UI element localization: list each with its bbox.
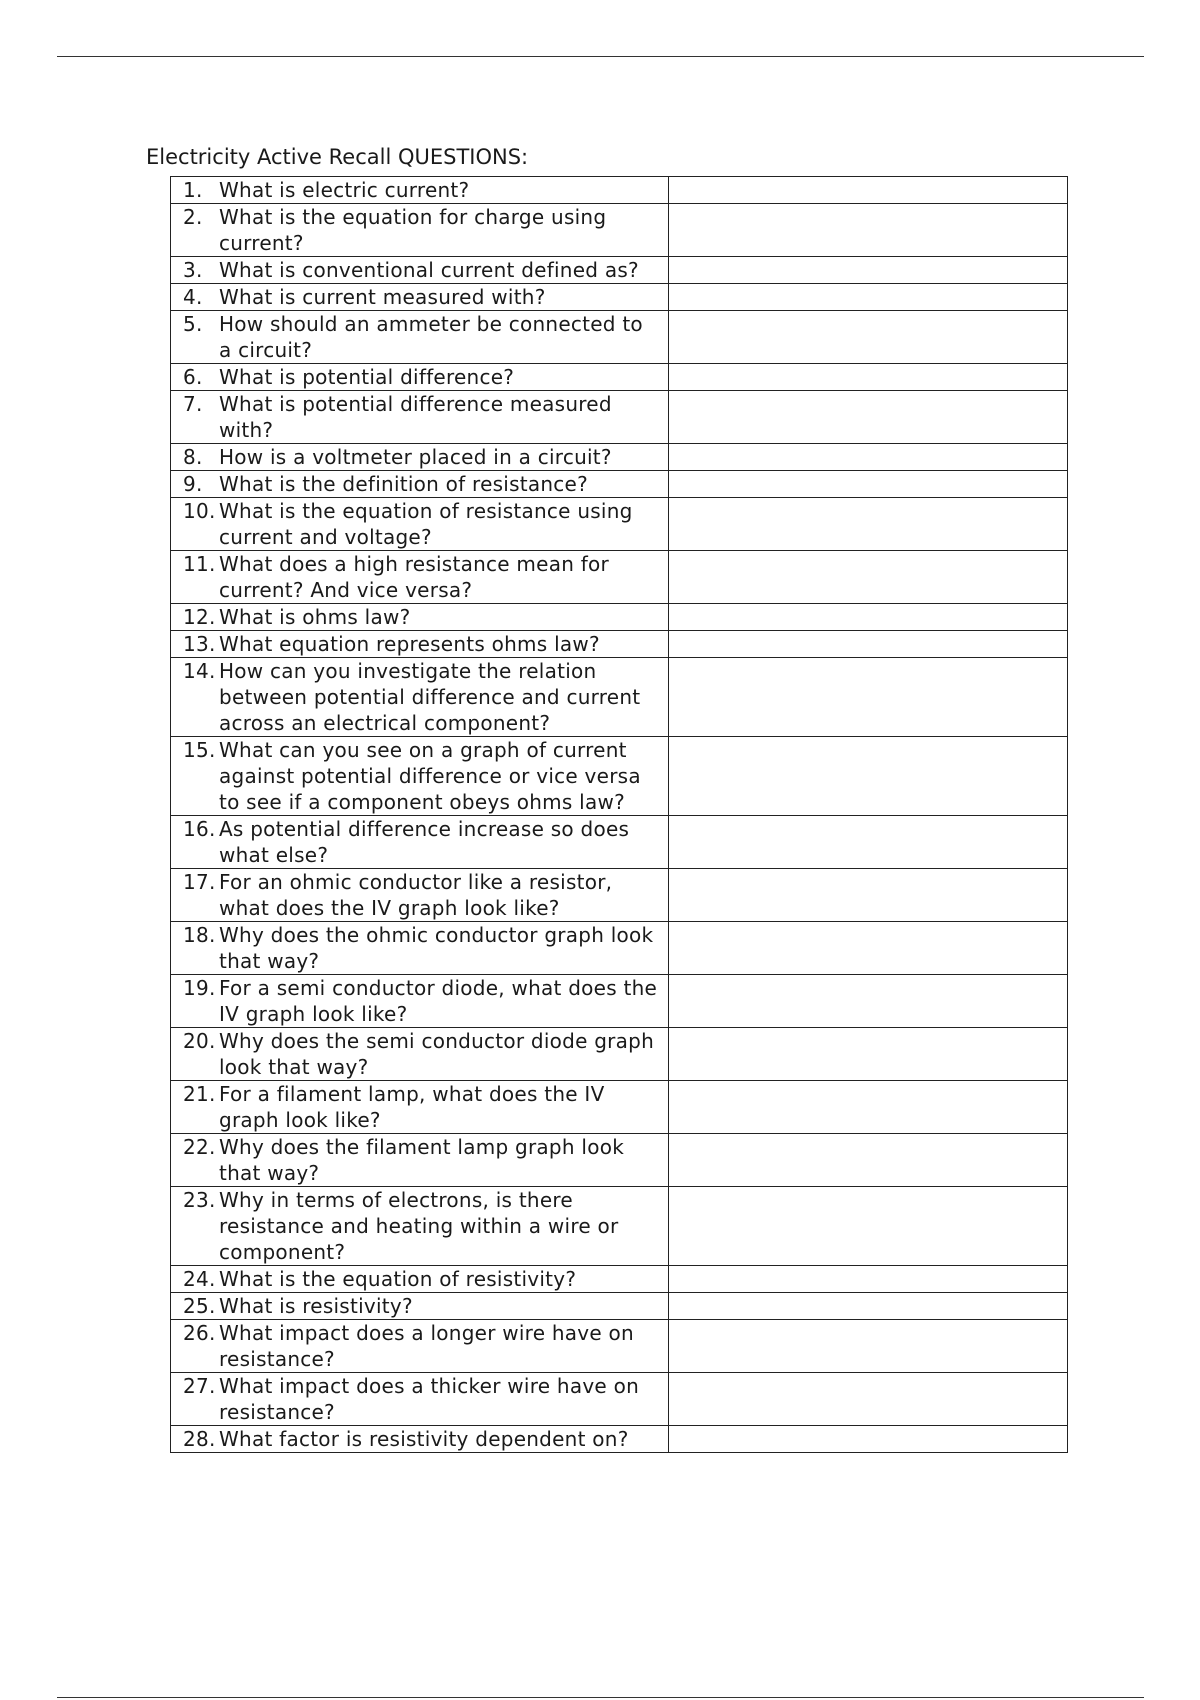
question-number: 5. [183, 312, 203, 336]
question-text: Why does the ohmic conductor graph look that way? [219, 923, 654, 973]
answer-cell[interactable] [669, 737, 1068, 816]
question-number: 9. [183, 472, 203, 496]
question-row [171, 1266, 1068, 1293]
question-cell [171, 551, 669, 604]
question-row [171, 1293, 1068, 1320]
question-cell [171, 631, 669, 658]
question-text: How is a voltmeter placed in a circuit? [219, 445, 612, 469]
question-cell [171, 1187, 669, 1266]
question-text: What is conventional current defined as? [219, 258, 639, 282]
question-text: For a semi conductor diode, what does the IV graph look like? [219, 976, 658, 1026]
answer-cell[interactable] [669, 631, 1068, 658]
question-row [171, 1426, 1068, 1453]
question-text: Why does the filament lamp graph look that way? [219, 1135, 625, 1185]
question-item [171, 551, 668, 603]
question-number: 13. [183, 632, 216, 656]
question-number: 27. [183, 1374, 216, 1398]
question-text: What is potential difference measured with? [219, 392, 612, 442]
question-cell [171, 1134, 669, 1187]
question-cell [171, 471, 669, 498]
question-number: 16. [183, 817, 216, 841]
question-cell [171, 498, 669, 551]
question-row [171, 257, 1068, 284]
question-text: What is the equation of resistivity? [219, 1267, 577, 1291]
question-cell [171, 737, 669, 816]
answer-cell[interactable] [669, 177, 1068, 204]
page-title: Electricity Active Recall QUESTIONS: [146, 145, 529, 169]
question-item [171, 1426, 668, 1452]
question-cell [171, 204, 669, 257]
answer-cell[interactable] [669, 816, 1068, 869]
question-row [171, 444, 1068, 471]
question-item [171, 498, 668, 550]
answer-cell[interactable] [669, 471, 1068, 498]
answer-cell[interactable] [669, 311, 1068, 364]
question-row [171, 284, 1068, 311]
question-text: How can you investigate the relation between potential difference and current across an electrical component? [219, 659, 641, 735]
question-cell [171, 1081, 669, 1134]
answer-cell[interactable] [669, 1426, 1068, 1453]
question-number: 7. [183, 392, 203, 416]
question-row [171, 551, 1068, 604]
question-row [171, 391, 1068, 444]
question-number: 10. [183, 499, 216, 523]
question-row [171, 498, 1068, 551]
question-row [171, 604, 1068, 631]
question-item [171, 391, 668, 443]
question-cell [171, 1293, 669, 1320]
question-cell [171, 975, 669, 1028]
question-text: What is the definition of resistance? [219, 472, 588, 496]
question-item [171, 604, 668, 630]
question-text: Why does the semi conductor diode graph look that way? [219, 1029, 655, 1079]
question-number: 21. [183, 1082, 216, 1106]
question-cell [171, 391, 669, 444]
question-item [171, 1134, 668, 1186]
question-row [171, 816, 1068, 869]
question-text: What is ohms law? [219, 605, 411, 629]
question-item [171, 257, 668, 283]
question-cell [171, 1266, 669, 1293]
question-row [171, 1187, 1068, 1266]
question-text: For a filament lamp, what does the IV graph look like? [219, 1082, 605, 1132]
question-text: What can you see on a graph of current against potential difference or vice versa to see if a component obeys ohms law? [219, 738, 641, 814]
question-item [171, 869, 668, 921]
question-number: 22. [183, 1135, 216, 1159]
question-text: What is the equation for charge using current? [219, 205, 607, 255]
question-item [171, 311, 668, 363]
question-number: 25. [183, 1294, 216, 1318]
question-cell [171, 869, 669, 922]
question-item [171, 284, 668, 310]
questions-table [170, 176, 1068, 1453]
answer-cell[interactable] [669, 922, 1068, 975]
question-cell [171, 311, 669, 364]
question-cell [171, 816, 669, 869]
question-row [171, 1134, 1068, 1187]
question-text: What is electric current? [219, 178, 470, 202]
question-row [171, 204, 1068, 257]
question-row [171, 975, 1068, 1028]
question-row [171, 922, 1068, 975]
question-item [171, 922, 668, 974]
question-item [171, 1266, 668, 1292]
question-text: What impact does a longer wire have on resistance? [219, 1321, 634, 1371]
question-cell [171, 284, 669, 311]
question-number: 14. [183, 659, 216, 683]
question-text: As potential difference increase so does what else? [219, 817, 630, 867]
question-text: What is the equation of resistance using current and voltage? [219, 499, 633, 549]
answer-cell[interactable] [669, 1028, 1068, 1081]
question-text: What is resistivity? [219, 1294, 413, 1318]
question-item [171, 444, 668, 470]
question-number: 20. [183, 1029, 216, 1053]
answer-cell[interactable] [669, 1187, 1068, 1266]
question-row [171, 364, 1068, 391]
header-rule [57, 56, 1144, 57]
question-number: 28. [183, 1427, 216, 1451]
question-number: 2. [183, 205, 203, 229]
question-item [171, 471, 668, 497]
question-item [171, 975, 668, 1027]
question-text: What is potential difference? [219, 365, 515, 389]
question-item [171, 1028, 668, 1080]
question-row [171, 1320, 1068, 1373]
question-cell [171, 177, 669, 204]
answer-cell[interactable] [669, 604, 1068, 631]
question-row [171, 1028, 1068, 1081]
question-cell [171, 1320, 669, 1373]
question-number: 1. [183, 178, 203, 202]
question-number: 12. [183, 605, 216, 629]
question-number: 26. [183, 1321, 216, 1345]
question-item [171, 1187, 668, 1265]
question-item [171, 816, 668, 868]
answer-cell[interactable] [669, 975, 1068, 1028]
question-text: How should an ammeter be connected to a circuit? [219, 312, 643, 362]
question-text: What is current measured with? [219, 285, 546, 309]
question-item [171, 1293, 668, 1319]
question-item [171, 177, 668, 203]
question-item [171, 737, 668, 815]
question-cell [171, 604, 669, 631]
question-text: What does a high resistance mean for current? And vice versa? [219, 552, 609, 602]
question-number: 24. [183, 1267, 216, 1291]
answer-cell[interactable] [669, 1293, 1068, 1320]
question-text: What equation represents ohms law? [219, 632, 600, 656]
answer-cell[interactable] [669, 1266, 1068, 1293]
question-number: 23. [183, 1188, 216, 1212]
answer-cell[interactable] [669, 869, 1068, 922]
question-number: 11. [183, 552, 216, 576]
question-item [171, 204, 668, 256]
question-cell [171, 1373, 669, 1426]
question-row [171, 737, 1068, 816]
question-text: What factor is resistivity dependent on? [219, 1427, 629, 1451]
answer-cell[interactable] [669, 1320, 1068, 1373]
question-cell [171, 1426, 669, 1453]
question-row [171, 177, 1068, 204]
question-row [171, 1373, 1068, 1426]
question-number: 15. [183, 738, 216, 762]
question-text: For an ohmic conductor like a resistor, what does the IV graph look like? [219, 870, 613, 920]
question-item [171, 1320, 668, 1372]
question-cell [171, 257, 669, 284]
answer-cell[interactable] [669, 444, 1068, 471]
questions-table-body [171, 177, 1068, 1453]
answer-cell[interactable] [669, 1081, 1068, 1134]
question-row [171, 1081, 1068, 1134]
question-row [171, 311, 1068, 364]
answer-cell[interactable] [669, 391, 1068, 444]
question-cell [171, 1028, 669, 1081]
answer-cell[interactable] [669, 551, 1068, 604]
question-cell [171, 658, 669, 737]
answer-cell[interactable] [669, 364, 1068, 391]
answer-cell[interactable] [669, 204, 1068, 257]
question-number: 8. [183, 445, 203, 469]
question-text: Why in terms of electrons, is there resistance and heating within a wire or component? [219, 1188, 619, 1264]
answer-cell[interactable] [669, 257, 1068, 284]
question-number: 3. [183, 258, 203, 282]
question-item [171, 658, 668, 736]
answer-cell[interactable] [669, 1134, 1068, 1187]
answer-cell[interactable] [669, 498, 1068, 551]
question-number: 6. [183, 365, 203, 389]
question-item [171, 364, 668, 390]
question-number: 17. [183, 870, 216, 894]
answer-cell[interactable] [669, 1373, 1068, 1426]
question-row [171, 471, 1068, 498]
question-text: What impact does a thicker wire have on resistance? [219, 1374, 639, 1424]
question-cell [171, 444, 669, 471]
question-number: 4. [183, 285, 203, 309]
answer-cell[interactable] [669, 658, 1068, 737]
answer-cell[interactable] [669, 284, 1068, 311]
footer-rule [57, 1697, 1144, 1698]
question-cell [171, 922, 669, 975]
question-cell [171, 364, 669, 391]
question-number: 18. [183, 923, 216, 947]
question-number: 19. [183, 976, 216, 1000]
question-item [171, 631, 668, 657]
question-row [171, 869, 1068, 922]
question-row [171, 658, 1068, 737]
question-row [171, 631, 1068, 658]
question-item [171, 1081, 668, 1133]
question-item [171, 1373, 668, 1425]
